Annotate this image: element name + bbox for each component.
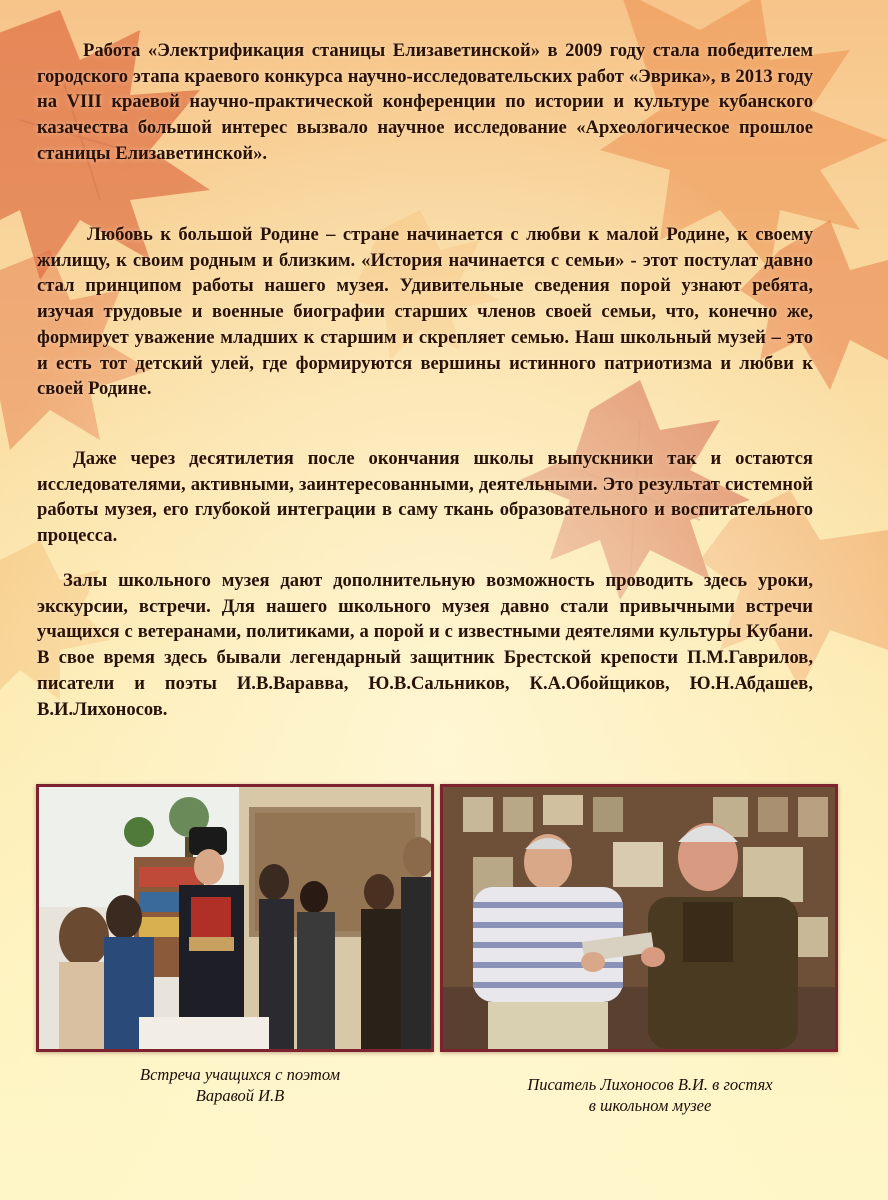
photo-writer-visit <box>440 784 838 1052</box>
paragraph-museum-halls: Залы школьного музея дают дополнительную возможность проводить здесь уроки, экскурсии, встречи. Для нашего школьного музея давно стали привычными встречи учащихся с ветеранами, политиками, а порой и с известными деятелями культуры Кубани. В свое время здесь бывали легендарный защитник Брестской крепости П.М.Гаврилов, писатели и поэты И.В.Варавва, Ю.В.Сальников, К.А.Обойщиков, Ю.Н.Абдашев, В.И.Лихоносов. <box>37 570 813 720</box>
photo-meeting-with-poet <box>36 784 434 1052</box>
paragraph-graduates: Даже через десятилетия после окончания школы выпускники так и остаются исследователями, активными, заинтересованными, деятельными. Это результат системной работы музея, его глубокой интеграции в саму ткань образовательного и воспитательного процесса. <box>37 448 813 547</box>
paragraph-eureka-contest: Работа «Электрификация станицы Елизаветинской» в 2009 году стала победителем городского этапа краевого конкурса научно-исследовательских работ «Эврика», в 2013 году на VIII краевой научно-практической конференции по истории и культуре кубанского казачества большой интерес вызвало научное исследование «Археологическое прошлое станицы Елизаветинской». <box>37 40 813 164</box>
caption-line: Писатель Лихоносов В.И. в гостях <box>527 1075 773 1094</box>
photo-image <box>443 787 835 1049</box>
caption-line: в школьном музее <box>588 1096 712 1115</box>
caption-line: Встреча учащихся с поэтом <box>140 1065 340 1084</box>
paragraph-love-of-homeland: Любовь к большой Родине – стране начинается с любви к малой Родине, к своему жилищу, к своим родным и близким. «История начинается с семьи» - этот постулат давно стал принципом работы нашего музея. Удивительные сведения порой узнают ребята, изучая трудовые и военные биографии старших членов своей семьи, что, конечно же, формирует уважение младших к старшим и скрепляет семью. Наш школьный музей – это и есть тот детский улей, где формируются вершины истинного патриотизма и любви к своей Родине. <box>37 224 813 400</box>
caption-writer-visit <box>470 1074 830 1116</box>
photo-image <box>39 787 431 1049</box>
caption-meeting-with-poet <box>100 1064 380 1106</box>
caption-line: Варавой И.В <box>195 1086 285 1105</box>
